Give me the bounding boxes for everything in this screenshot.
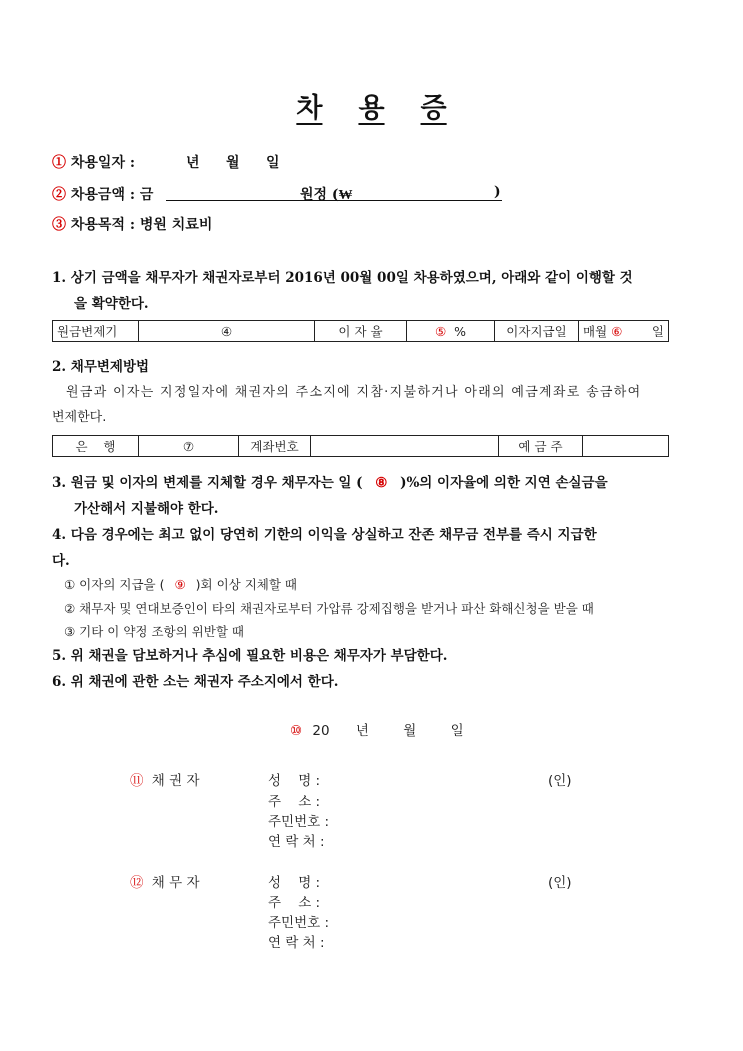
marker-9: ⑨ [174,577,186,592]
clause-2-line-1: 원금과 이자는 지정일자에 채권자의 주소지에 지참·지불하거나 아래의 예금계좌로 송금하여 [66,385,642,400]
borrow-date-month: 월 [226,155,240,171]
marker-2: ② [52,187,66,203]
clause-4-item-1-a: ① 이자의 지급을 ( [64,577,165,592]
borrow-date-label: 차용일자 : [70,155,136,171]
marker-11: ⑪ [130,773,144,789]
clause-3-text-b: )%의 이자율에 의한 지연 손실금을 [400,475,608,491]
creditor-id-label: 주민번호 : [268,814,330,830]
clause-5: 5. 위 채권을 담보하거나 추심에 필요한 비용은 채무자가 부담한다. [52,648,448,664]
interest-rate-label: 이 자 율 [315,321,407,342]
monthly-prefix: 매월 [583,324,608,339]
account-holder-label: 예 금 주 [499,436,583,457]
creditor-label: 채 권 자 [151,773,200,789]
day-unit: 일 [651,324,664,339]
repayment-terms-table [52,320,669,342]
clause-3-line-2: 가산해서 지불해야 한다. [74,501,219,517]
account-number-cell [311,436,499,457]
signing-year-unit: 년 [355,723,369,739]
borrow-purpose-label: 차용목적 : 병원 치료비 [70,217,213,233]
interest-rate-cell [407,321,495,342]
marker-4: ④ [139,321,315,342]
creditor-address-label: 주 소 : [268,794,321,810]
interest-pay-date-cell [579,321,669,342]
signing-date [290,719,464,739]
debtor-seal: (인) [548,875,572,891]
signing-day-unit: 일 [450,723,464,739]
clause-4-item-2: ② 채무자 및 연대보증인이 타의 채권자로부터 가압류 강제집행을 받거나 파산 화해신청을 받을 때 [64,601,594,616]
marker-3: ③ [52,217,66,233]
creditor-name-label: 성 명 : [268,773,321,789]
debtor-id-label: 주민번호 : [268,915,330,931]
signing-year: 20 [312,723,330,739]
title-char: 증 [420,93,447,124]
title-char: 용 [358,93,385,124]
borrow-date-day: 일 [266,155,280,171]
borrow-amount-label: 차용금액 : 금 [70,187,154,203]
bank-account-table [52,435,669,457]
debtor-address-label: 주 소 : [268,895,321,911]
creditor-contact-label: 연 락 처 : [268,834,325,850]
principal-due-label: 원금변제기 [53,321,139,342]
borrow-amount-close: ) [494,184,501,200]
borrow-date-row [52,152,135,172]
marker-1: ① [52,155,66,171]
clause-1-line-2: 을 확약한다. [74,296,149,312]
debtor-name-label: 성 명 : [268,875,321,891]
clause-6: 6. 위 채권에 관한 소는 채권자 주소지에서 한다. [52,674,339,690]
creditor-heading [130,769,200,789]
clause-4-item-1 [64,575,297,593]
marker-5: ⑤ [434,323,447,339]
marker-8: ⑧ [375,475,388,491]
clause-2-heading: 2. 채무변제방법 [52,359,150,375]
document-title [0,86,743,125]
borrow-amount-row [52,184,153,204]
clause-3-line-1 [52,471,608,491]
debtor-label: 채 무 자 [151,875,200,891]
signing-month-unit: 월 [403,723,417,739]
clause-2-line-2: 변제한다. [52,410,107,425]
clause-1-line-1: 1. 상기 금액을 채무자가 채권자로부터 2016년 00월 00일 차용하였으며, 아래와 같이 이행할 것 [52,270,633,286]
marker-12: ⑫ [130,875,144,891]
borrow-date-year: 년 [186,155,200,171]
percent-unit: % [454,323,467,339]
debtor-heading [130,871,200,891]
interest-pay-date-label: 이자지급일 [495,321,579,342]
clause-4-line-2: 다. [52,553,70,569]
clause-4-item-1-b: )회 이상 지체할 때 [195,577,297,592]
clause-4-item-3: ③ 기타 이 약정 조항의 위반할 때 [64,624,244,639]
clause-3-text-a: 3. 원금 및 이자의 변제를 지체할 경우 채무자는 일 ( [52,475,363,491]
marker-6: ⑥ [611,324,623,339]
marker-7: ⑦ [139,436,239,457]
account-holder-cell [583,436,669,457]
marker-10: ⑩ [290,723,303,739]
account-number-label: 계좌번호 [239,436,311,457]
clause-4-line-1: 4. 다음 경우에는 최고 없이 당연히 기한의 이익을 상실하고 잔존 채무금 전부를 즉시 지급한 [52,527,597,543]
debtor-contact-label: 연 락 처 : [268,935,325,951]
creditor-seal: (인) [548,773,572,789]
borrow-purpose-row [52,214,212,234]
borrow-amount-won: 원정 (₩ [300,187,353,203]
title-char: 차 [296,93,323,124]
bank-label: 은 행 [53,436,139,457]
